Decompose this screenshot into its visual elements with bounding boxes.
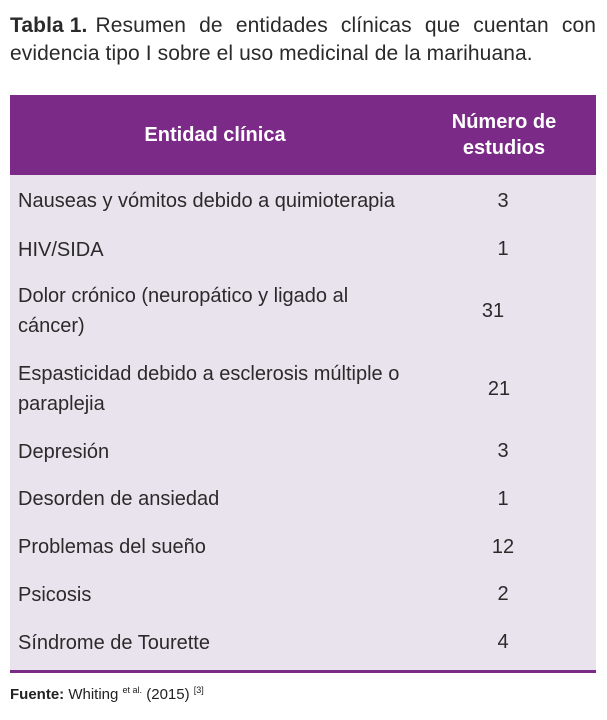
row-count: 3 [497,440,509,462]
table-row [10,227,596,272]
row-count: 1 [497,487,509,510]
row-entity: Psicosis [18,583,92,606]
row-entity: Dolor crónico (neuropático y ligado al cáncer) [18,285,349,337]
table-row [10,428,596,475]
table-caption [10,12,596,68]
header-count-line-2: estudios [462,137,546,159]
row-count: 31 [481,299,505,322]
source-ref: [3] [193,685,204,695]
row-count: 21 [487,377,511,400]
row-entity: Síndrome de Tourette [18,631,210,654]
row-entity: HIV/SIDA [18,238,104,261]
row-count: 4 [497,631,509,653]
row-entity: Nauseas y vómitos debido a quimioterapia [18,190,395,212]
row-entity: Espasticidad debido a esclerosis múltiple o paraplejia [18,363,400,415]
header-count [420,109,596,161]
table-row [10,175,596,227]
row-entity: Problemas del sueño [18,536,206,558]
table-row [10,571,596,618]
row-count: 3 [497,189,509,212]
table-header [10,95,596,175]
row-entity: Desorden de ansiedad [18,488,220,510]
row-count: 2 [497,583,509,605]
table-row [10,523,596,571]
table-body [10,175,596,667]
caption-text-1: Resumen de entidades clínicas que cuentan con [95,14,596,37]
source-year: (2015) [146,686,190,703]
header-entity: Entidad clínica [144,123,286,146]
caption-line-2: evidencia tipo I sobre el uso medicinal de la marihuana. [10,42,533,65]
table-row [10,272,596,350]
source-label: Fuente: [10,686,65,703]
source-author: Whiting [68,686,119,703]
table-row [10,618,596,667]
source-note [10,685,204,703]
table-row [10,475,596,523]
row-count: 12 [491,535,515,558]
table-row [10,350,596,428]
row-entity: Depresión [18,440,110,463]
caption-label: Tabla 1. [10,14,88,37]
header-count-line-1: Número de [451,111,557,133]
clinical-entities-table [10,95,596,673]
source-etal: et al. [122,685,143,695]
row-count: 1 [497,238,509,260]
caption-line-1 [10,12,596,40]
